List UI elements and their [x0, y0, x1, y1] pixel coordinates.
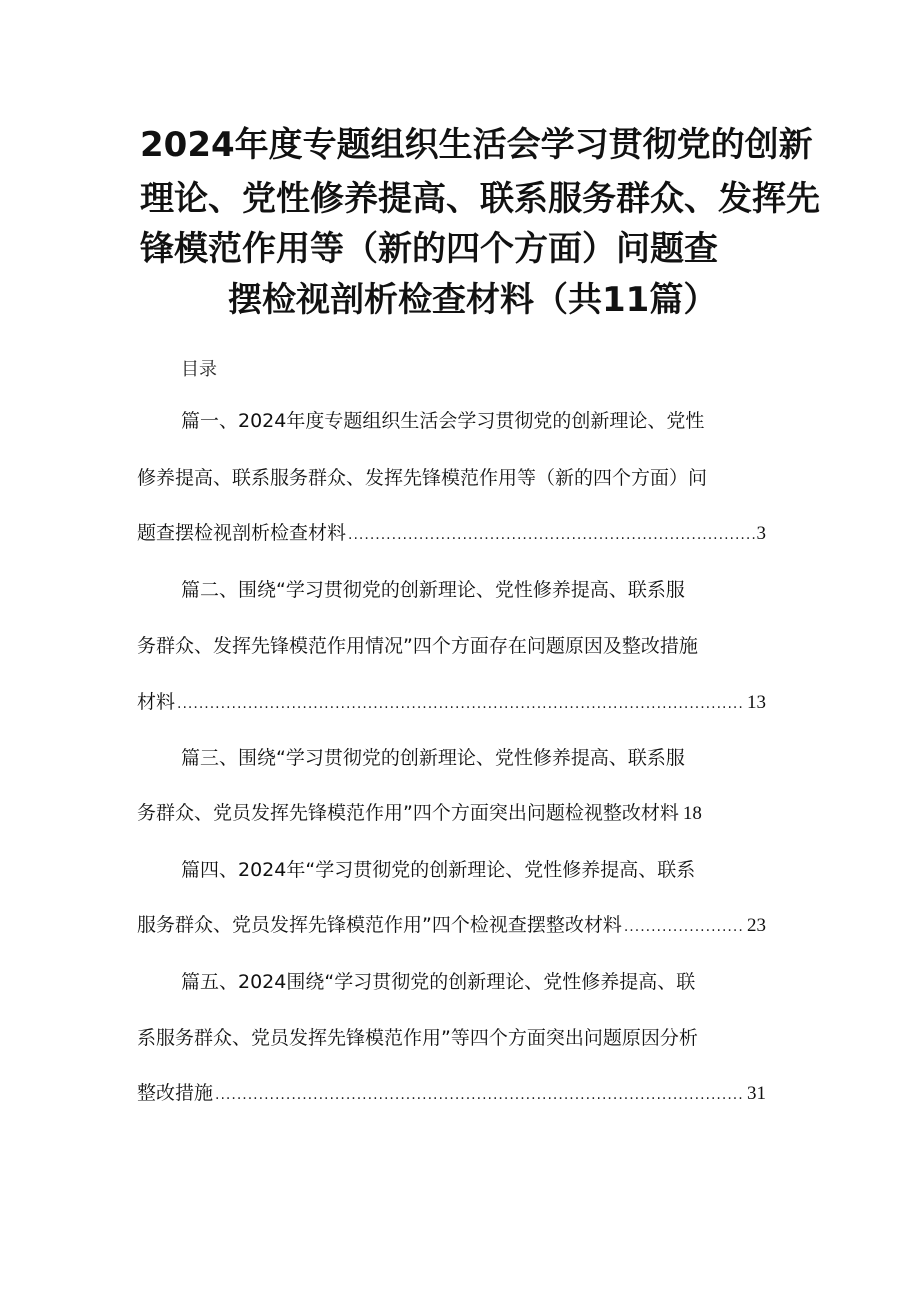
document-title-line-4: 摆检视剖析检查材料（共11篇）	[228, 280, 718, 320]
toc-entry-2-line-3[interactable]	[137, 690, 766, 716]
toc-entry-3-line-1[interactable]: 篇三、围绕“学习贯彻党的创新理论、党性修养提高、联系服	[181, 747, 685, 769]
toc-entry-2-page: 13	[747, 692, 766, 713]
toc-entry-5-line-2[interactable]: 系服务群众、党员发挥先锋模范作用”等四个方面突出问题原因分析	[137, 1027, 698, 1049]
toc-entry-3-line-2[interactable]	[137, 801, 702, 826]
toc-entry-5-line-1[interactable]: 篇五、2024围绕“学习贯彻党的创新理论、党性修养提高、联	[181, 971, 696, 993]
toc-entry-2-line-1[interactable]: 篇二、围绕“学习贯彻党的创新理论、党性修养提高、联系服	[181, 579, 685, 601]
toc-dot-leader	[215, 1083, 745, 1107]
toc-entry-4-page: 23	[747, 915, 766, 936]
toc-entry-2-line-2[interactable]: 务群众、发挥先锋模范作用情况”四个方面存在问题原因及整改措施	[137, 635, 698, 657]
toc-entry-1-text: 题查摆检视剖析检查材料	[137, 522, 347, 544]
toc-dot-leader	[348, 523, 754, 547]
toc-entry-5-page: 31	[747, 1083, 766, 1104]
toc-entry-5-text: 整改措施	[137, 1082, 214, 1104]
toc-entry-3-page: 18	[682, 803, 702, 824]
toc-entry-4-line-1[interactable]: 篇四、2024年“学习贯彻党的创新理论、党性修养提高、联系	[181, 859, 696, 881]
toc-entry-1-page: 3	[756, 523, 766, 544]
toc-entry-2-text: 材料	[137, 691, 176, 713]
toc-dot-leader	[624, 915, 745, 939]
document-title-line-3: 锋模范作用等（新的四个方面）问题查	[140, 229, 718, 269]
toc-heading: 目录	[181, 359, 217, 380]
toc-entry-4-text: 服务群众、党员发挥先锋模范作用”四个检视查摆整改材料	[137, 914, 622, 936]
toc-entry-5-line-3[interactable]	[137, 1081, 766, 1107]
toc-entry-3-text: 务群众、党员发挥先锋模范作用”四个方面突出问题检视整改材料	[137, 802, 679, 824]
toc-entry-1-line-3[interactable]	[137, 521, 766, 547]
toc-entry-1-line-2[interactable]: 修养提高、联系服务群众、发挥先锋模范作用等（新的四个方面）问	[137, 467, 708, 489]
toc-dot-leader	[177, 692, 745, 716]
toc-entry-4-line-2[interactable]	[137, 913, 766, 939]
toc-entry-1-line-1[interactable]: 篇一、2024年度专题组织生活会学习贯彻党的创新理论、党性	[181, 410, 705, 432]
document-title-line-1: 2024年度专题组织生活会学习贯彻党的创新	[140, 125, 813, 165]
document-title-line-2: 理论、党性修养提高、联系服务群众、发挥先	[140, 179, 820, 219]
